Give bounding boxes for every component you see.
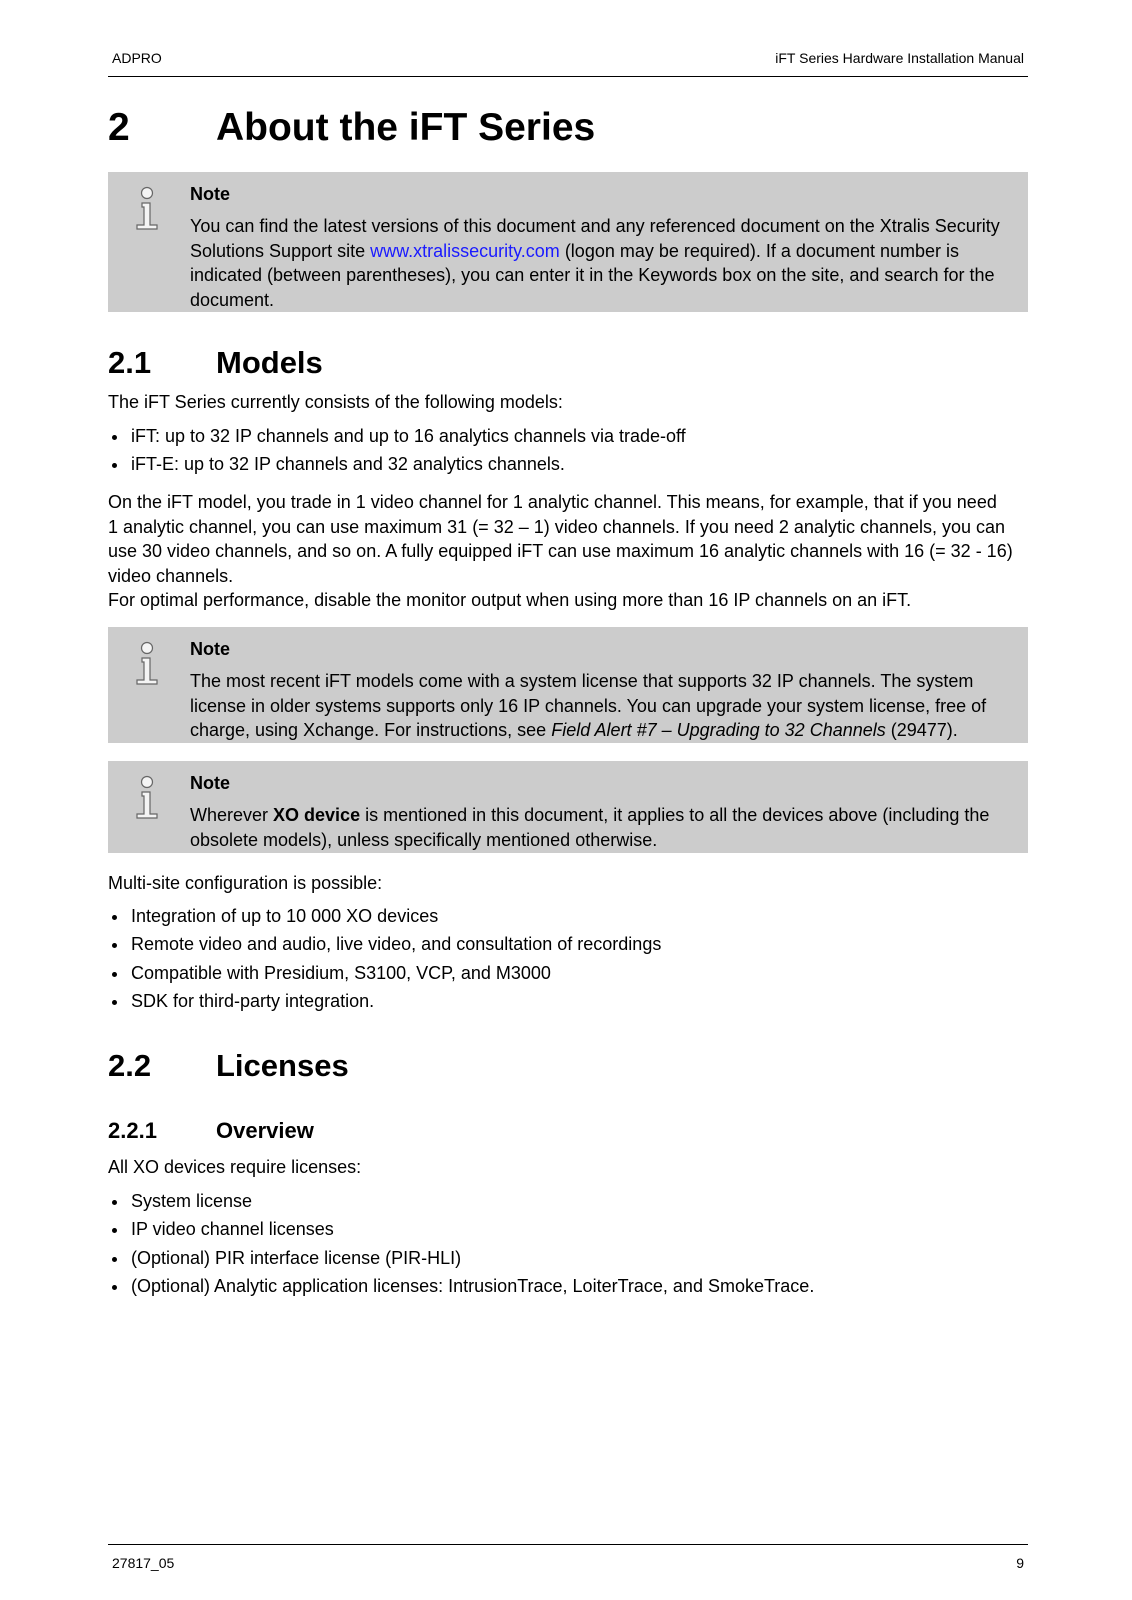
list-item: iFT: up to 32 IP channels and up to 16 analytics channels via trade-off	[108, 424, 686, 452]
note-line: Wherever XO device is mentioned in this document, it applies to all the devices above (including the	[190, 805, 990, 825]
header-right: iFT Series Hardware Installation Manual	[775, 50, 1024, 66]
paragraph-line: use 30 video channels, and so on. A fully equipped iFT can use maximum 16 analytic channels with 16 (= 32 - 16)	[108, 541, 1013, 561]
xo-device-term: XO device	[273, 805, 361, 825]
list-item: iFT-E: up to 32 IP channels and 32 analytics channels.	[108, 452, 686, 480]
models-list	[108, 424, 686, 481]
note-box-xo-device	[108, 761, 1028, 853]
list-item: (Optional) PIR interface license (PIR-HLI)	[108, 1246, 814, 1274]
multisite-intro: Multi-site configuration is possible:	[108, 873, 383, 893]
note-line: The most recent iFT models come with a system license that supports 32 IP channels. The system	[190, 671, 974, 691]
list-item: IP video channel licenses	[108, 1217, 814, 1245]
page-header	[108, 50, 1028, 77]
section-number: 2	[108, 106, 130, 149]
section-heading-2-2-1	[108, 1118, 314, 1144]
section-title: About the iFT Series	[216, 106, 596, 149]
paragraph-line: video channels.	[108, 565, 234, 586]
list-item: Compatible with Presidium, S3100, VCP, and M3000	[108, 961, 661, 989]
licenses-list	[108, 1189, 814, 1302]
section-number: 2.1	[108, 345, 152, 380]
list-item: Integration of up to 10 000 XO devices	[108, 904, 661, 932]
list-item: System license	[108, 1189, 814, 1217]
multisite-list	[108, 904, 661, 1017]
section-title: Models	[216, 345, 323, 380]
note-title: Note	[190, 184, 230, 204]
section-heading-2-2	[108, 1048, 349, 1084]
paragraph-line: For optimal performance, disable the monitor output when using more than 16 IP channels on an iFT.	[108, 590, 912, 610]
list-item: (Optional) Analytic application licenses: IntrusionTrace, LoiterTrace, and SmokeTrace.	[108, 1274, 814, 1302]
section-heading-2-1	[108, 345, 323, 381]
note-line: Solutions Support site www.xtralissecurity.com (logon may be required). If a document number is	[190, 240, 960, 261]
info-icon	[134, 186, 160, 232]
section-title: Licenses	[216, 1048, 349, 1083]
section-number: 2.2.1	[108, 1118, 157, 1143]
note-text	[190, 669, 1008, 743]
header-left: ADPRO	[112, 50, 162, 66]
list-item: SDK for third-party integration.	[108, 989, 661, 1017]
trade-off-paragraph	[108, 490, 1028, 613]
note-title: Note	[190, 773, 230, 793]
field-alert-reference: Field Alert #7 – Upgrading to 32 Channels	[551, 720, 886, 740]
page-footer	[108, 1544, 1028, 1571]
paragraph-line: 1 analytic channel, you can use maximum 31 (= 32 – 1) video channels. If you need 2 analytic channels, you can	[108, 516, 1006, 537]
list-item: Remote video and audio, live video, and consultation of recordings	[108, 932, 661, 960]
note-text	[190, 214, 1008, 312]
note-line: license in older systems supports only 16 IP channels. You can upgrade your system license, free of	[190, 695, 987, 716]
note-line: charge, using Xchange. For instructions, see Field Alert #7 – Upgrading to 32 Channels (29477).	[190, 720, 958, 740]
page-number: 9	[1016, 1555, 1024, 1571]
licenses-intro: All XO devices require licenses:	[108, 1157, 362, 1177]
note-line: obsolete models), unless specifically mentioned otherwise.	[190, 829, 658, 850]
note-box-system-license	[108, 627, 1028, 743]
section-title: Overview	[216, 1118, 314, 1143]
paragraph-line: On the iFT model, you trade in 1 video channel for 1 analytic channel. This means, for example, that if you need	[108, 492, 997, 512]
note-line: document.	[190, 289, 275, 310]
section-number: 2.2	[108, 1048, 152, 1083]
info-icon	[134, 641, 160, 687]
document-number: 27817_05	[112, 1555, 175, 1571]
models-intro: The iFT Series currently consists of the following models:	[108, 392, 563, 412]
note-line: indicated (between parentheses), you can enter it in the Keywords box on the site, and search for the	[190, 265, 995, 285]
section-heading-2	[108, 106, 595, 150]
note-box-support-site	[108, 172, 1028, 312]
info-icon	[134, 775, 160, 821]
note-text	[190, 803, 1008, 852]
support-site-link[interactable]: www.xtralissecurity.com	[370, 240, 560, 261]
note-title: Note	[190, 639, 230, 659]
note-line: You can find the latest versions of this document and any referenced document on the Xtralis Security	[190, 216, 1000, 236]
